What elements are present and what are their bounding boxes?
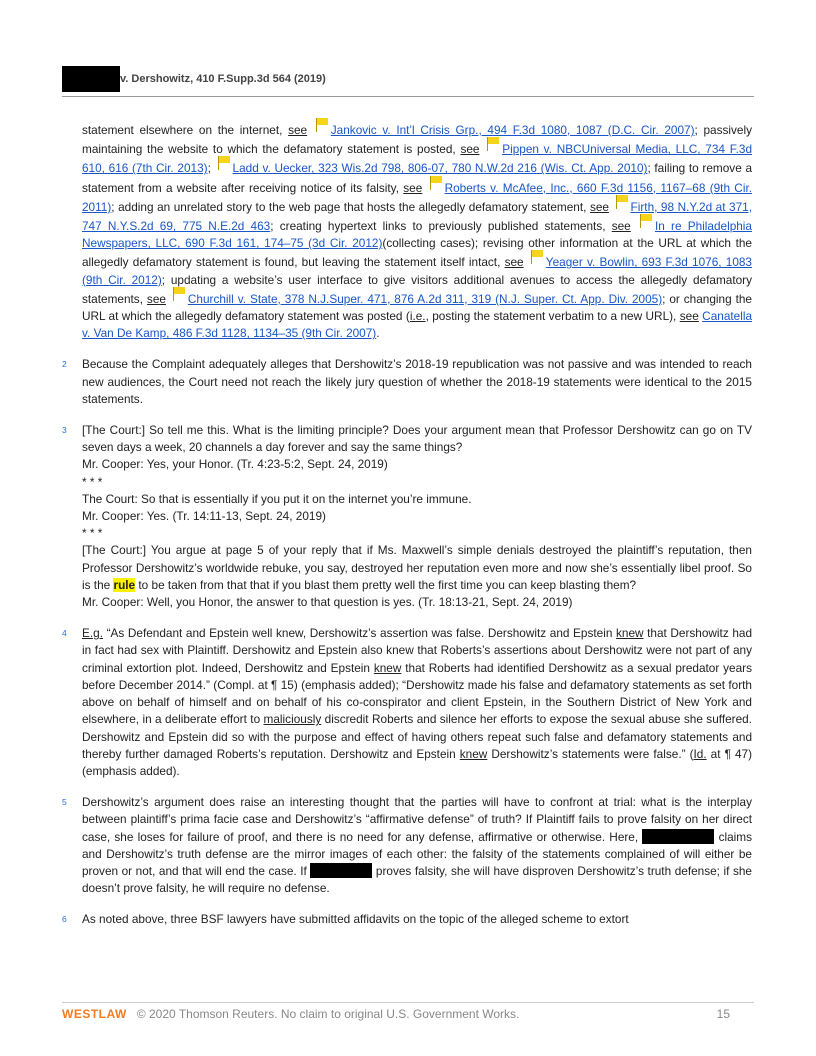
see-signal: see xyxy=(504,255,524,270)
footnote-number[interactable]: 6 xyxy=(62,914,67,925)
case-title: v. Dershowitz, 410 F.Supp.3d 564 (2019) xyxy=(120,73,326,85)
citation-link-firth[interactable]: Firth, 98 N.Y.2d at 371, 747 N.Y.S.2d 69, 775 N.E.2d 463 xyxy=(82,199,753,234)
footnote-4: 4 E.g. “As Defendant and Epstein well knew, Dershowitz’s assertion was false. Dershowitz and Epstein knew that Dershowitz had in fact had sex with Plaintiff. Dershowitz and Epstein also knew that Roberts’s assertions about Dershowitz were not part of any criminal extortion plot. Indeed, Dershowitz and Epstein knew that Roberts had identified Dershowitz as a sexual predator years before December 2014.” (Compl. at ¶ 15) (emphasis added); “Dershowitz made his false and defamatory statements as set forth above on behalf of himself and on behalf of his co-conspirator and client Epstein, in the Southern District of New York and elsewhere, in a deliberate effort to maliciously discredit Roberts and silence her efforts to expose the sexual abuse she suffered. Dershowitz and Epstein did so with the purpose and effect of having others repeat such false and defamatory statements and thereby further damaged Roberts’s reputation. Dershowitz and Epstein knew Dershowitz’s statements were false.” (Id. at ¶ 47) (emphasis added). xyxy=(62,626,753,778)
footnote-number[interactable]: 5 xyxy=(62,797,67,808)
yellow-flag-icon[interactable] xyxy=(430,178,443,190)
see-signal: see xyxy=(679,309,699,324)
see-signal: see xyxy=(403,180,423,195)
copyright-notice: © 2020 Thomson Reuters. No claim to original U.S. Government Works. xyxy=(136,1007,520,1021)
footnote-number[interactable]: 3 xyxy=(62,425,67,436)
yellow-flag-icon[interactable] xyxy=(640,216,653,228)
citation-link-philadelphia[interactable]: In re Philadelphia Newspapers, LLC, 690 F.3d 161, 174–75 (3d Cir. 2012) xyxy=(82,219,752,251)
citation-link-canatella[interactable]: Canatella v. Van De Kamp, 486 F.3d 1128, 1134–35 (9th Cir. 2007) xyxy=(82,309,753,341)
page-header xyxy=(62,66,762,94)
citation-link-pippen[interactable]: Pippen v. NBCUniversal Media, LLC, 734 F.3d 610, 616 (7th Cir. 2013) xyxy=(82,142,753,176)
page-number: 15 xyxy=(716,1007,730,1021)
footer-divider xyxy=(62,1002,754,1003)
search-term-highlight: rule xyxy=(113,577,136,592)
yellow-flag-icon[interactable] xyxy=(487,139,500,151)
yellow-flag-icon[interactable] xyxy=(531,252,544,264)
see-signal: see xyxy=(146,291,166,306)
footnote-3: 3 [The Court:] So tell me this. What is the limiting principle? Does your argument mean that Professor Dershowitz can go on TV seven days a week, 20 channels a day forever and say the same things? Mr. Cooper: Yes, your Honor. (Tr. 4:23-5:2, Sept. 24, 2019) * * * The Court: So that is essentially if you put it on the internet you’re immune. Mr. Cooper: Yes. (Tr. 14:11-13, Sept. 24, 2019) * * * [The Court:] You argue at page 5 of your reply that if Ms. Maxwell’s simple denials destroyed the plaintiff’s reputation, then Professor Dershowitz’s worldwide rebuke, you say, destroyed her reputation even more and now she’s essentially libel proof. So is the rule to be taken from that that if you blast them pretty well the first time you can keep blasting them? Mr. Cooper: Well, you Honor, the answer to that question is yes. (Tr. 18:13-21, Sept. 24, 2019) xyxy=(62,423,752,610)
footnote-number[interactable]: 4 xyxy=(62,628,67,639)
page-footer xyxy=(62,1007,754,1027)
yellow-flag-icon[interactable] xyxy=(316,120,329,132)
see-signal: see xyxy=(460,142,480,157)
yellow-flag-icon[interactable] xyxy=(616,197,629,209)
footnote-number[interactable]: 2 xyxy=(62,359,67,370)
citation-link-jankovic[interactable]: Jankovic v. Int’l Crisis Grp., 494 F.3d 1080, 1087 (D.C. Cir. 2007) xyxy=(330,123,695,137)
citation-link-yeager[interactable]: Yeager v. Bowlin, 693 F.3d 1076, 1083 (9th Cir. 2012) xyxy=(82,255,752,287)
document-body xyxy=(62,120,754,943)
footnote-6: 6 As noted above, three BSF lawyers have submitted affidavits on the topic of the alleged scheme to extort xyxy=(62,911,754,928)
citation-link-roberts[interactable]: Roberts v. McAfee, Inc., 660 F.3d 1156, 1167–68 (9th Cir. 2011) xyxy=(82,180,753,214)
continued-footnote: statement elsewhere on the internet, see Jankovic v. Int’l Crisis Grp., 494 F.3d 1080, 1087 (D.C. Cir. 2007); passively maintaining the website to which the defamatory statement is posted, see Pippen v. NBCUniversal Media, LLC, 734 F.3d 610, 616 (7th Cir. 2013); Ladd v. Uecker, 323 Wis.2d 798, 806-07, 780 N.W.2d 216 (Wis. Ct. App. 2010); failing to remove a statement from a website after receiving notice of its falsity, see Roberts v. McAfee, Inc., 660 F.3d 1156, 1167–68 (9th Cir. 2011); adding an unrelated story to the web page that hosts the allegedly defamatory statement, see Firth, 98 N.Y.2d at 371, 747 N.Y.S.2d 69, 775 N.E.2d 463; creating hypertext links to previously published statements, see In re Philadelphia Newspapers, LLC, 690 F.3d 161, 174–75 (3d Cir. 2012)(collecting cases); revising other information at the URL at which the allegedly defamatory statement is found, but leaving the statement itself intact, see Yeager v. Bowlin, 693 F.3d 1076, 1083 (9th Cir. 2012); updating a website’s user interface to give visitors additional avenues to access the allegedly defamatory statements, see Churchill v. State, 378 N.J.Super. 471, 876 A.2d 311, 319 (N.J. Super. Ct. App. Div. 2005); or changing the URL at which the allegedly defamatory statement was posted (i.e., posting the statement verbatim to a new URL), see Canatella v. Van De Kamp, 486 F.3d 1128, 1134–35 (9th Cir. 2007). xyxy=(62,120,754,342)
footnote-5: 5 Dershowitz’s argument does raise an interesting thought that the parties will have to confront at trial: what is the interplay between plaintiff’s prima facie case and Dershowitz’s “affirmative defense” of truth? If Plaintiff fails to prove falsity on her direct case, she loses for failure of proof, and there is no need for any defense, affirmative or otherwise. Here, claims and Dershowitz’s truth defense are the mirror images of each other: the falsity of the statements complained of will either be proven or not, and that will end the case. If proves falsity, she will have disproven Dershowitz’s truth defense; if she doesn’t prove falsity, he will require no defense. xyxy=(62,795,752,896)
citation-link-ladd[interactable]: Ladd v. Uecker, 323 Wis.2d 798, 806-07, 780 N.W.2d 216 (Wis. Ct. App. 2010) xyxy=(232,161,648,176)
header-divider xyxy=(62,96,754,97)
yellow-flag-icon[interactable] xyxy=(218,158,231,170)
westlaw-logo: WESTLAW xyxy=(62,1007,127,1021)
see-signal: see xyxy=(589,199,609,214)
see-signal: see xyxy=(288,123,308,137)
citation-link-churchill[interactable]: Churchill v. State, 378 N.J.Super. 471, 876 A.2d 311, 319 (N.J. Super. Ct. App. Div. 2005) xyxy=(187,291,663,306)
redaction-block xyxy=(310,863,372,878)
redaction-block xyxy=(62,66,120,92)
footnote-2: 2 Because the Complaint adequately alleges that Dershowitz’s 2018-19 republication was not passive and was intended to reach new audiences, the Court need not reach the likely jury question of whether the 2018-19 statements were identical to the 2015 statements. xyxy=(62,357,752,406)
yellow-flag-icon[interactable] xyxy=(173,289,186,301)
redaction-block xyxy=(642,829,714,844)
see-signal: see xyxy=(611,219,631,234)
